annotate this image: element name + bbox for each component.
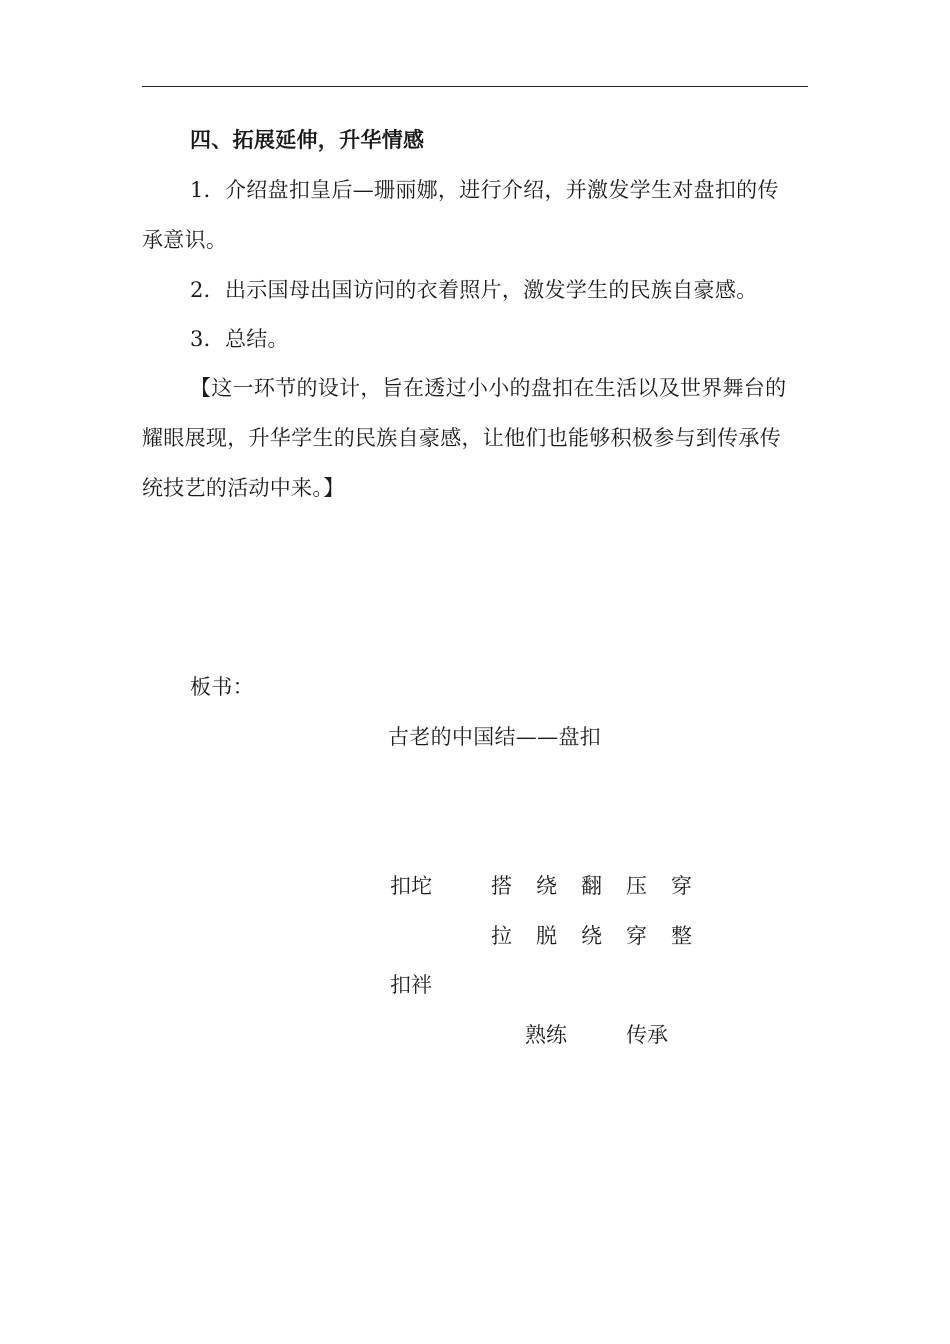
- board-row-3-label: 扣袢: [390, 973, 432, 997]
- design-note-line-3: 统技艺的活动中来。】: [142, 476, 345, 500]
- item-3: 3．总结。: [190, 327, 289, 351]
- board-row-2-step: 拉: [491, 924, 512, 948]
- header-rule: [142, 86, 808, 87]
- board-row-2-step: 脱: [536, 924, 557, 948]
- board-footer-left: 熟练: [525, 1023, 567, 1047]
- board-row-1-step: 翻: [581, 874, 602, 898]
- board-row-1-step: 穿: [671, 874, 692, 898]
- board-title: 古老的中国结——盘扣: [388, 725, 601, 749]
- design-note-line-1: 【这一环节的设计，旨在透过小小的盘扣在生活以及世界舞台的: [190, 376, 787, 400]
- design-note-line-2: 耀眼展现，升华学生的民族自豪感，让他们也能够积极参与到传承传: [142, 426, 781, 450]
- item-1-line-1: 1．介绍盘扣皇后—珊丽娜，进行介绍，并激发学生对盘扣的传: [190, 178, 779, 202]
- section-heading: 四、拓展延伸，升华情感: [190, 128, 425, 152]
- board-row-1-step: 搭: [491, 874, 512, 898]
- board-row-1-label: 扣坨: [390, 874, 432, 898]
- board-row-2-step: 绕: [581, 924, 602, 948]
- board-row-2-step: 穿: [626, 924, 647, 948]
- board-row-1-step: 绕: [536, 874, 557, 898]
- board-row-1-step: 压: [626, 874, 647, 898]
- board-row-2-step: 整: [671, 924, 692, 948]
- item-2: 2．出示国母出国访问的衣着照片，激发学生的民族自豪感。: [190, 278, 758, 302]
- board-footer-right: 传承: [626, 1023, 668, 1047]
- item-1-line-2: 承意识。: [142, 228, 228, 252]
- board-label: 板书：: [190, 675, 254, 699]
